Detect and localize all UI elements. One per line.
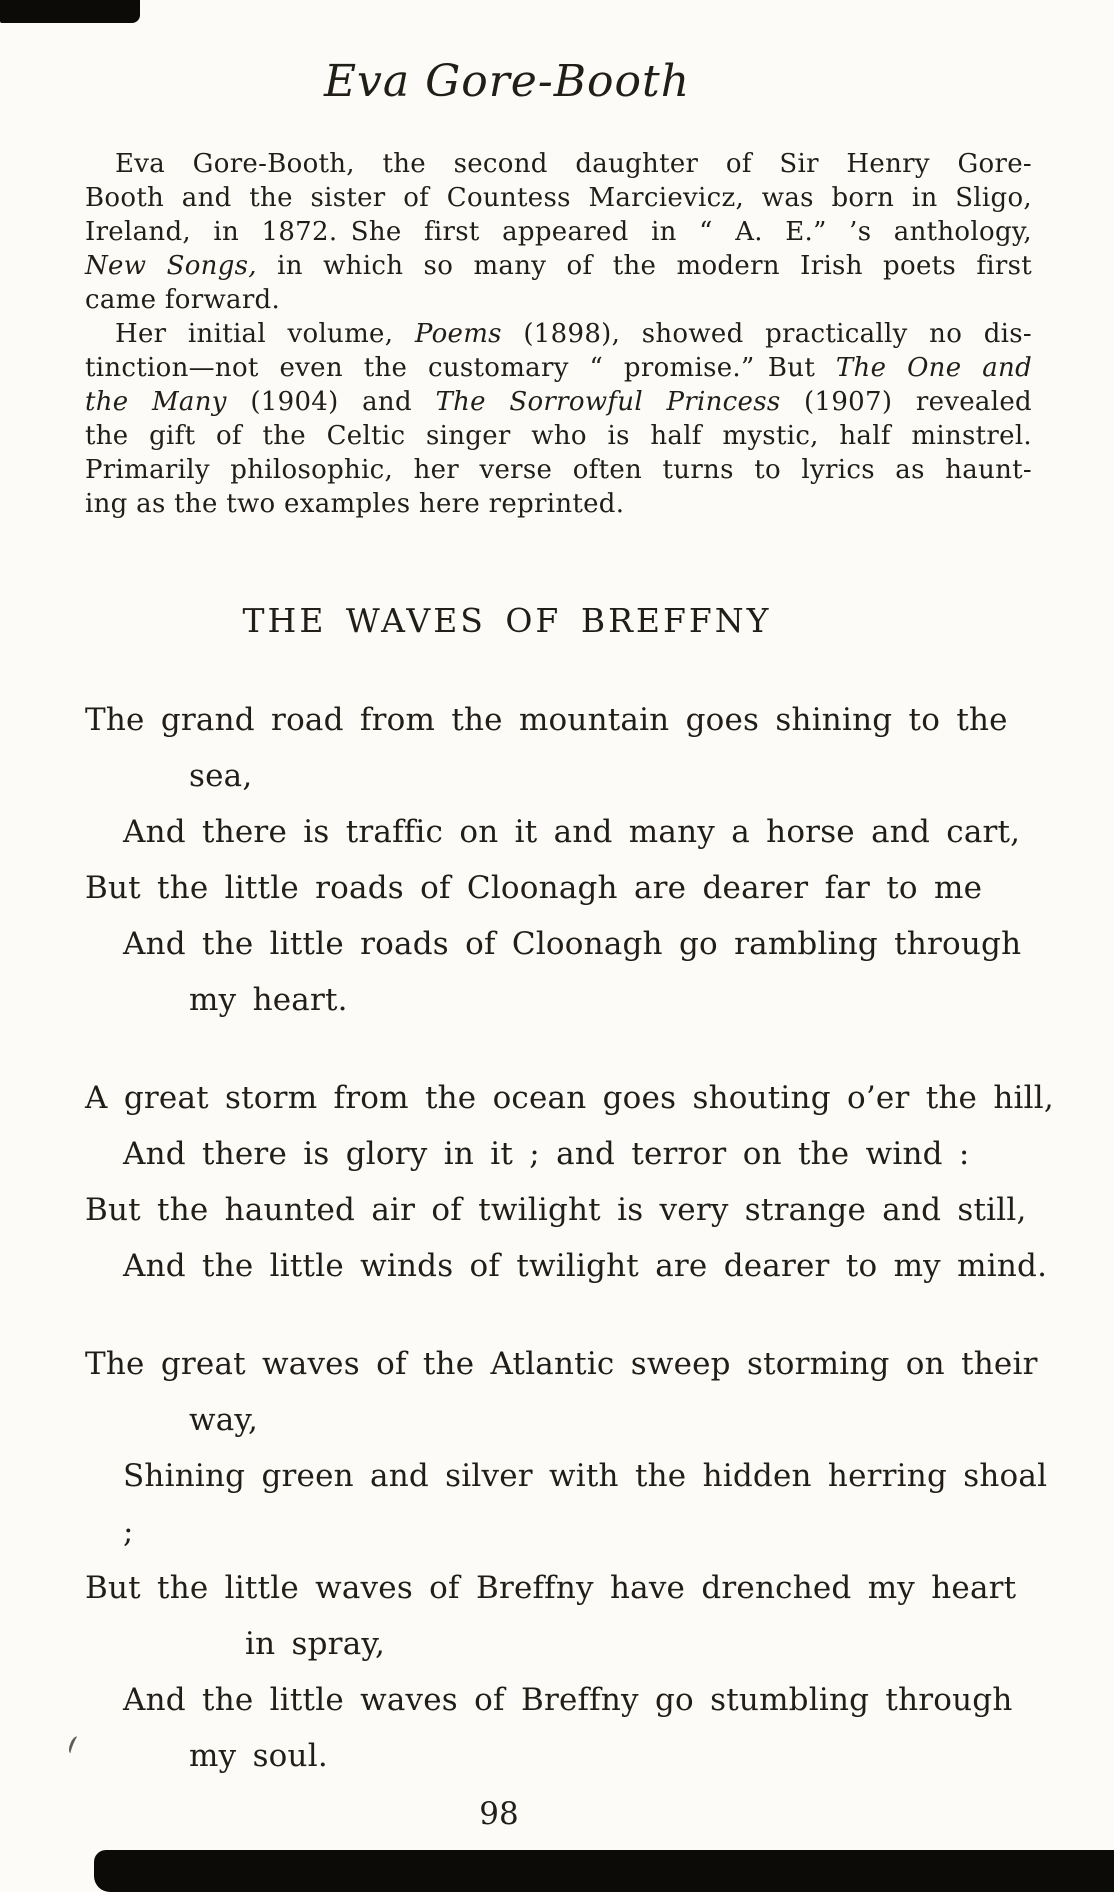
biography <box>85 147 1032 521</box>
work-title-italic: New Songs, <box>85 251 257 281</box>
poem-line: A great storm from the ocean goes shouting o’er the hill, <box>85 1080 1054 1116</box>
bio-line <box>85 215 1032 249</box>
poem-line: The great waves of the Atlantic sweep storming on their <box>85 1346 1038 1382</box>
bio-text-segment: in which so many of the modern Irish poets first <box>256 251 1032 281</box>
bio-text-segment: came forward. <box>85 285 281 315</box>
poem-line: my soul. <box>189 1738 328 1774</box>
poem-line: And the little winds of twilight are dearer to my mind. <box>123 1248 1048 1284</box>
bio-text-segment: Her initial volume, <box>115 319 415 349</box>
bio-line <box>85 487 1032 521</box>
bio-line <box>85 249 1032 283</box>
bio-line <box>85 317 1032 351</box>
work-title-italic: The Sorrowful Princess <box>435 387 781 417</box>
bio-text-segment: the gift of the Celtic singer who is half mystic, half minstrel. <box>85 421 1032 451</box>
work-title-italic: the Many <box>85 387 227 417</box>
scan-artifact-mark <box>67 1735 81 1755</box>
poem-stanza <box>85 692 1054 1028</box>
work-title-italic: Poems <box>414 319 502 349</box>
bio-line <box>85 351 1032 385</box>
poem-body <box>85 692 1054 1784</box>
poem-stanza <box>85 1336 1054 1784</box>
poem-line: my heart. <box>189 982 348 1018</box>
bio-text-segment: (1898), showed practically no dis- <box>501 319 1032 349</box>
poem-stanza <box>85 1070 1054 1294</box>
bio-line <box>85 453 1032 487</box>
poem-line: The grand road from the mountain goes shining to the <box>85 702 1008 738</box>
author-title: Eva Gore-Booth <box>323 56 691 107</box>
work-title-italic: The One and <box>835 353 1033 383</box>
poem-line: in spray, <box>245 1626 386 1662</box>
scan-artifact-bottom-bar <box>94 1850 1114 1892</box>
bio-paragraph <box>85 147 1032 317</box>
bio-text-segment: Primarily philosophic, her verse often turns to lyrics as haunt- <box>85 455 1032 485</box>
poem-title: THE WAVES OF BREFFNY <box>242 601 772 640</box>
poem-line: But the haunted air of twilight is very strange and still, <box>85 1192 1027 1228</box>
bio-text-segment: Ireland, in 1872. She first appeared in “ A. E.” ’s anthology, <box>85 217 1032 247</box>
bio-text-segment: (1907) revealed <box>780 387 1032 417</box>
bio-line <box>85 419 1032 453</box>
bio-line <box>85 181 1032 215</box>
bio-line <box>85 385 1032 419</box>
bio-text-segment: Booth and the sister of Countess Marcievicz, was born in Sligo, <box>85 183 1032 213</box>
bio-paragraph <box>85 317 1032 521</box>
poem-line: way, <box>189 1402 259 1438</box>
poem-line: sea, <box>189 758 253 794</box>
poem-line: But the little roads of Cloonagh are dearer far to me <box>85 870 983 906</box>
poem-line: And there is traffic on it and many a horse and cart, <box>123 814 1021 850</box>
poem-line: Shining green and silver with the hidden herring shoal ; <box>123 1458 1048 1550</box>
bio-line <box>85 147 1032 181</box>
poem-line: And the little roads of Cloonagh go rambling through <box>123 926 1022 962</box>
bio-text-segment: ing as the two examples here reprinted. <box>85 489 625 519</box>
poem-line: And there is glory in it ; and terror on the wind : <box>123 1136 970 1172</box>
poem-line: And the little waves of Breffny go stumbling through <box>123 1682 1013 1718</box>
page-number: 98 <box>479 1796 519 1832</box>
bio-line <box>85 283 1032 317</box>
poem-line: But the little waves of Breffny have drenched my heart <box>85 1570 1017 1606</box>
bio-text-segment: (1904) and <box>226 387 436 417</box>
bio-text-segment: tinction—not even the customary “ promise.” But <box>85 353 836 383</box>
bio-text-segment: Eva Gore-Booth, the second daughter of Sir Henry Gore- <box>115 149 1032 179</box>
